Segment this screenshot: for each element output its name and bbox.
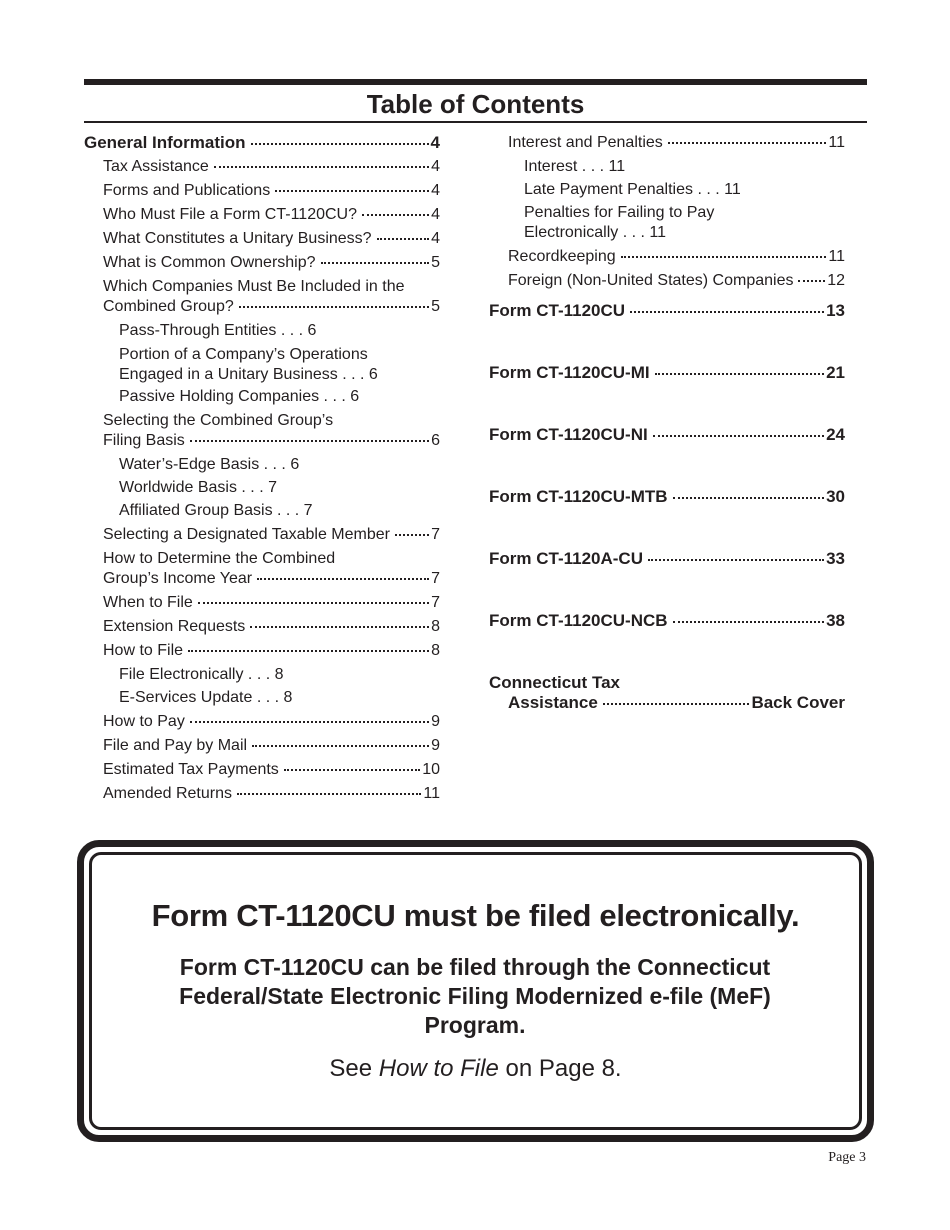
toc-right-column — [489, 133, 845, 713]
toc-form-ct1120cu-mtb[interactable]: Form CT-1120CU-MTB 30 — [489, 487, 845, 506]
toc-form-ct1120cu-ni[interactable]: Form CT-1120CU-NI 24 — [489, 425, 845, 444]
title-rule — [84, 121, 867, 123]
toc-tax-assistance[interactable]: Tax Assistance 4 — [103, 158, 440, 175]
toc-selecting-basis[interactable]: Selecting the Combined Group’s Filing Basis 6 — [103, 412, 440, 449]
toc-extension-requests[interactable]: Extension Requests 8 — [103, 618, 440, 635]
top-rule — [84, 79, 867, 85]
toc-amended-returns[interactable]: Amended Returns 11 — [103, 785, 440, 802]
toc-interest[interactable]: Interest . . . 11 — [524, 158, 626, 175]
toc-waters-edge[interactable]: Water’s-Edge Basis . . . 6 — [119, 456, 300, 473]
toc-recordkeeping[interactable]: Recordkeeping 11 — [508, 248, 845, 265]
toc-left-column — [84, 133, 440, 804]
toc-penalties-failing[interactable]: Penalties for Failing to Pay Electronically . . . 11 — [524, 204, 715, 241]
toc-common-ownership[interactable]: What is Common Ownership? 5 — [103, 254, 440, 271]
toc-estimated-payments[interactable]: Estimated Tax Payments 10 — [103, 761, 440, 778]
toc-file-electronically[interactable]: File Electronically . . . 8 — [119, 666, 284, 683]
toc-how-to-file[interactable]: How to File 8 — [103, 642, 440, 659]
notice-body: Form CT-1120CU can be filed through the Connecticut Federal/State Electronic Filing Modernized e-file (MeF) Program. — [179, 954, 771, 1038]
toc-interest-penalties[interactable]: Interest and Penalties 11 — [508, 134, 845, 151]
toc-foreign-companies[interactable]: Foreign (Non-United States) Companies 12 — [508, 272, 845, 289]
toc-form-ct1120cu-ncb[interactable]: Form CT-1120CU-NCB 38 — [489, 611, 845, 630]
toc-which-companies[interactable]: Which Companies Must Be Included in the Combined Group? 5 — [103, 278, 440, 315]
toc-eservices-update[interactable]: E-Services Update . . . 8 — [119, 689, 293, 706]
toc-designated-member[interactable]: Selecting a Designated Taxable Member 7 — [103, 526, 440, 543]
toc-forms-publications[interactable]: Forms and Publications 4 — [103, 182, 440, 199]
how-to-file-link[interactable]: How to File — [378, 1055, 499, 1082]
toc-pass-through[interactable]: Pass-Through Entities . . . 6 — [119, 322, 317, 339]
page-title: Table of Contents — [366, 89, 585, 119]
toc-form-ct1120a-cu[interactable]: Form CT-1120A-CU 33 — [489, 549, 845, 568]
toc-general-information[interactable]: General Information 4 — [84, 133, 440, 152]
toc-when-to-file[interactable]: When to File 7 — [103, 594, 440, 611]
toc-income-year[interactable]: How to Determine the Combined Group’s Income Year 7 — [103, 550, 440, 587]
notice-heading: Form CT-1120CU must be filed electronically. — [151, 898, 800, 933]
toc-unitary-business[interactable]: What Constitutes a Unitary Business? 4 — [103, 230, 440, 247]
toc-ct-tax-assistance[interactable]: Connecticut Tax Assistance Back Cover — [489, 673, 845, 712]
toc-passive-holding[interactable]: Passive Holding Companies . . . 6 — [119, 388, 360, 405]
toc-who-must-file[interactable]: Who Must File a Form CT-1120CU? 4 — [103, 206, 440, 223]
toc-form-ct1120cu-mi[interactable]: Form CT-1120CU-MI 21 — [489, 363, 845, 382]
toc-file-pay-mail[interactable]: File and Pay by Mail 9 — [103, 737, 440, 754]
toc-how-to-pay[interactable]: How to Pay 9 — [103, 713, 440, 730]
toc-worldwide[interactable]: Worldwide Basis . . . 7 — [119, 479, 277, 496]
toc-affiliated[interactable]: Affiliated Group Basis . . . 7 — [119, 502, 313, 519]
toc-late-payment[interactable]: Late Payment Penalties . . . 11 — [524, 181, 741, 198]
toc-form-ct1120cu[interactable]: Form CT-1120CU 13 — [489, 301, 845, 320]
toc-portion-operations[interactable]: Portion of a Company’s Operations Engaged in a Unitary Business . . . 6 — [119, 346, 378, 383]
page-number: Page 3 — [828, 1150, 866, 1165]
notice-see-reference: See How to File on Page 8. — [329, 1055, 622, 1082]
